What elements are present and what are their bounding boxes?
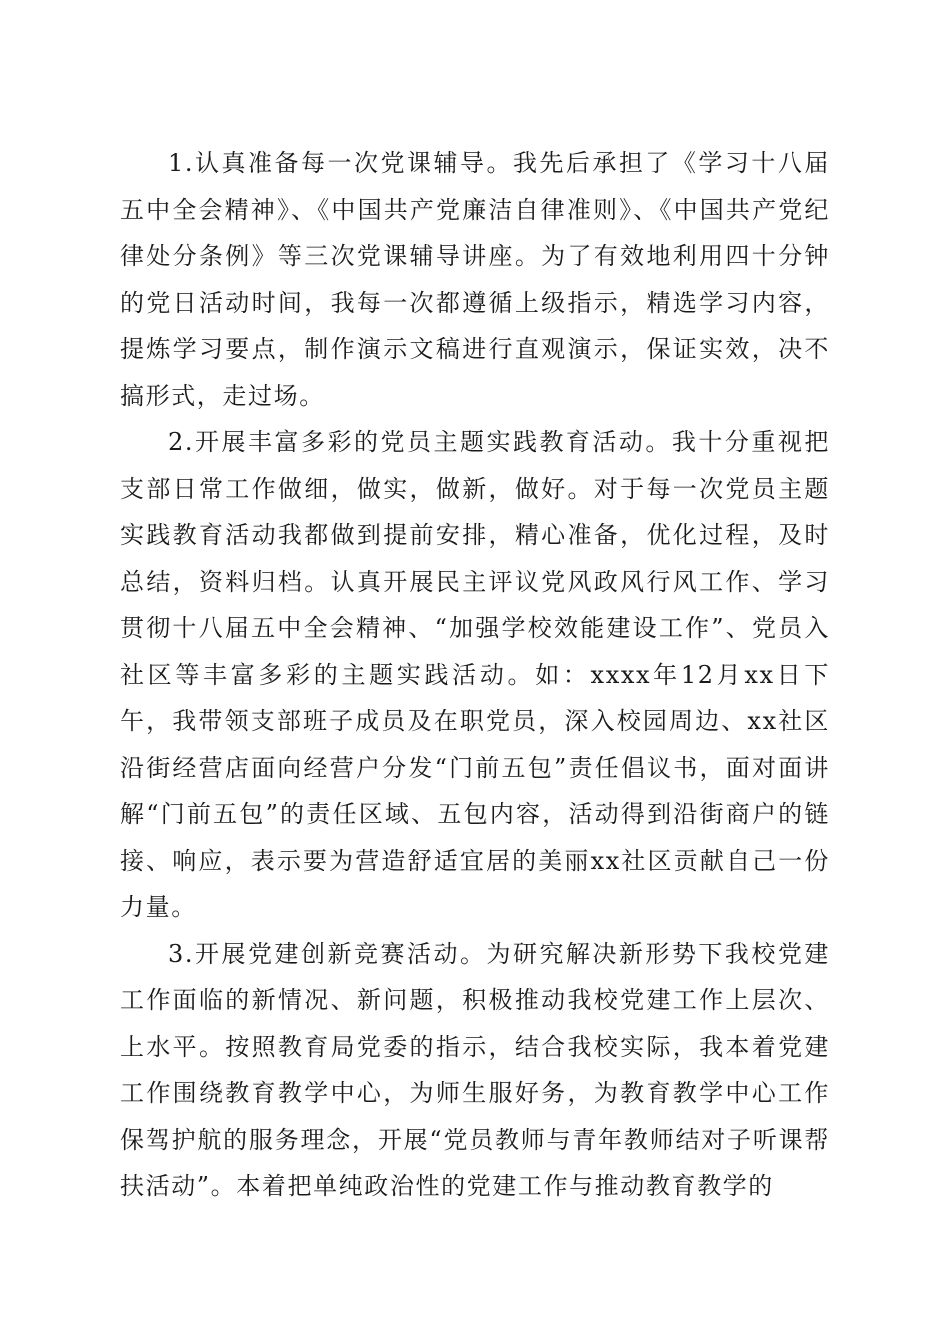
paragraph-3: 3.开展党建创新竞赛活动。为研究解决新形势下我校党建工作面临的新情况、新问题，积极推动我校党建工作上层次、上水平。按照教育局党委的指示，结合我校实际，我本着党建工作围绕教育教学中心，为师生服好务，为教育教学中心工作保驾护航的服务理念，开展“党员教师与青年教师结对子听课帮扶活动”。本着把单纯政治性的党建工作与推动教育教学的 <box>120 939 830 1200</box>
paragraph-2: 2.开展丰富多彩的党员主题实践教育活动。我十分重视把支部日常工作做细，做实，做新，做好。对于每一次党员主题实践教育活动我都做到提前安排，精心准备，优化过程，及时总结，资料归档。认真开展民主评议党风政风行风工作、学习贯彻十八届五中全会精神、“加强学校效能建设工作”、党员入社区等丰富多彩的主题实践活动。如：xxxx年12月xx日下午，我带领支部班子成员及在职党员，深入校园周边、xx社区沿街经营店面向经营户分发“门前五包”责任倡议书，面对面讲解“门前五包”的责任区域、五包内容，活动得到沿街商户的链接、响应，表示要为营造舒适宜居的美丽xx社区贡献自己一份力量。 <box>120 428 830 921</box>
document-body <box>120 140 830 1210</box>
paragraph-1: 1.认真准备每一次党课辅导。我先后承担了《学习十八届五中全会精神》、《中国共产党廉洁自律准则》、《中国共产党纪律处分条例》等三次党课辅导讲座。为了有效地利用四十分钟的党日活动时间，我每一次都遵循上级指示，精选学习内容，提炼学习要点，制作演示文稿进行直观演示，保证实效，决不搞形式，走过场。 <box>120 149 830 410</box>
